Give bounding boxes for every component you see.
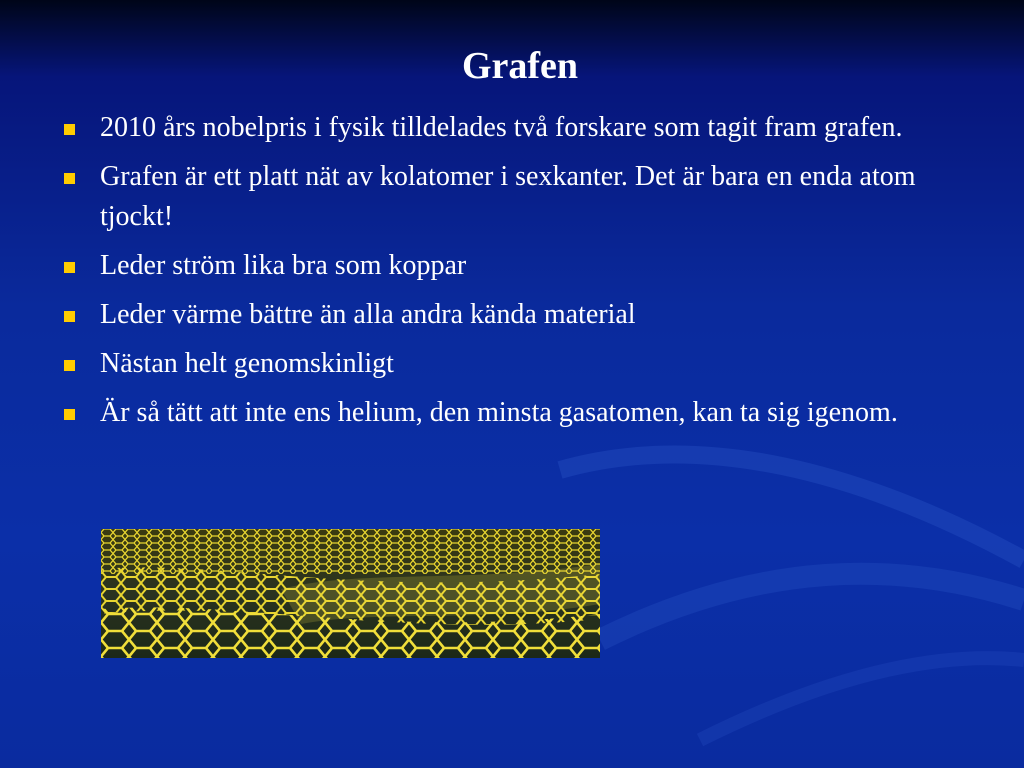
bullet-text: Nästan helt genomskinligt bbox=[100, 348, 394, 379]
bullet-item bbox=[62, 344, 962, 384]
bullet-list bbox=[62, 108, 962, 442]
bullet-text: Är så tätt att inte ens helium, den minsta gasatomen, kan ta sig igenom. bbox=[100, 397, 898, 428]
square-bullet-icon bbox=[64, 311, 75, 322]
bullet-item bbox=[62, 246, 962, 286]
slide-title: Grafen bbox=[461, 45, 579, 87]
bullet-text: Leder värme bättre än alla andra kända material bbox=[100, 299, 636, 330]
bullet-item bbox=[62, 157, 962, 237]
square-bullet-icon bbox=[64, 360, 75, 371]
bullet-text: Grafen är ett platt nät av kolatomer i sexkanter. Det är bara en enda atom tjockt! bbox=[100, 161, 916, 232]
square-bullet-icon bbox=[64, 124, 75, 135]
bullet-text: Leder ström lika bra som koppar bbox=[100, 250, 467, 281]
bullet-item bbox=[62, 108, 962, 148]
square-bullet-icon bbox=[64, 262, 75, 273]
square-bullet-icon bbox=[64, 173, 75, 184]
bullet-text: 2010 års nobelpris i fysik tilldelades två forskare som tagit fram grafen. bbox=[100, 112, 903, 143]
square-bullet-icon bbox=[64, 409, 75, 420]
graphene-lattice-image bbox=[101, 529, 600, 658]
bullet-item bbox=[62, 393, 962, 433]
bullet-item bbox=[62, 295, 962, 335]
